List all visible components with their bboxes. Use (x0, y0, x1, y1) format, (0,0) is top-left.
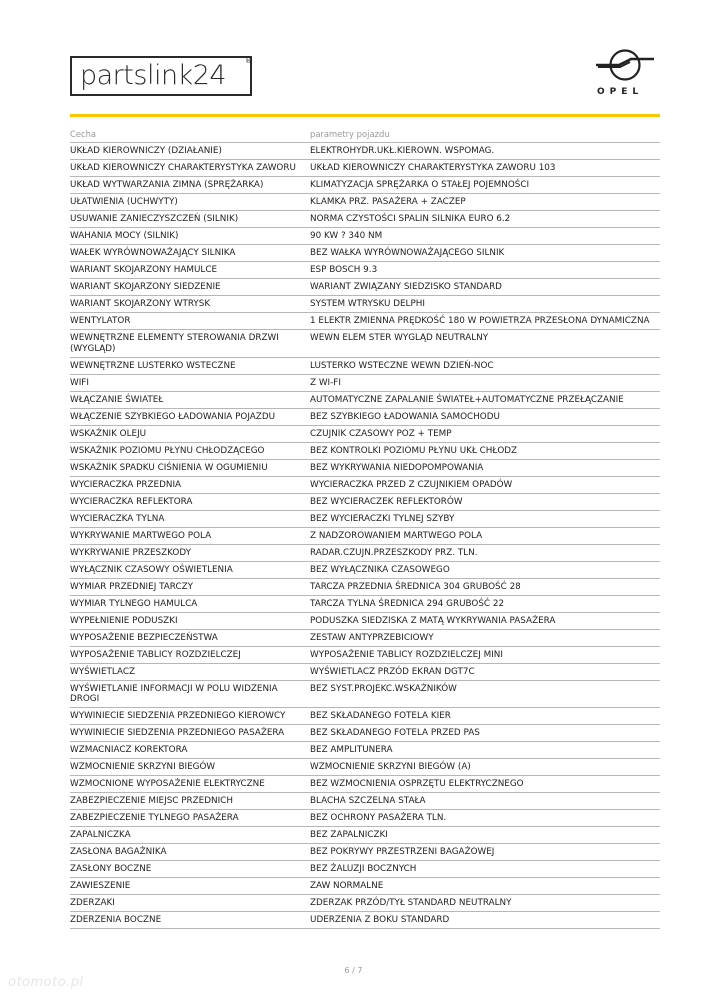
feature-cell: WYCIERACZKA PRZEDNIA (70, 479, 182, 490)
parameter-cell: ZAW NORMALNE (310, 881, 384, 892)
table-row (70, 664, 660, 681)
parameter-cell: BLACHA SZCZELNA STAŁA (310, 796, 426, 807)
parameter-cell: BEZ WYKRYWANIA NIEDOPOMPOWANIA (310, 462, 484, 473)
table-row (70, 392, 660, 409)
parameter-cell: BEZ POKRYWY PRZESTRZENI BAGAŻOWEJ (310, 847, 495, 858)
feature-cell: WYMIAR TYLNEGO HAMULCA (70, 598, 198, 609)
parameter-cell: SYSTEM WTRYSKU DELPHI (310, 299, 425, 310)
parameter-cell: BEZ WZMOCNIENIA OSPRZĘTU ELEKTRYCZNEGO (310, 779, 524, 790)
parameter-cell: UKŁAD KIEROWNICZY CHARAKTERYSTYKA ZAWORU 103 (310, 163, 556, 174)
parameter-cell: KLIMATYZACJA SPRĘŻARKA O STAŁEJ POJEMNOŚCI (310, 180, 530, 191)
parameter-cell: WEWN ELEM STER WYGLĄD NEUTRALNY (310, 333, 489, 344)
parameter-cell: WYCIERACZKA PRZED Z CZUJNIKIEM OPADÓW (310, 479, 513, 490)
feature-cell: WZMOCNIENIE SKRZYNI BIEGÓW (70, 762, 216, 773)
feature-cell: WYŚWIETLANIE INFORMACJI W POLU WIDZENIA DROGI (70, 683, 278, 705)
table-row (70, 742, 660, 759)
parameter-cell: BEZ OCHRONY PASAŻERA TLN. (310, 813, 447, 824)
table-row (70, 511, 660, 528)
feature-cell: WIFI (70, 377, 89, 388)
feature-cell: WYPOSAŻENIE BEZPIECZEŃSTWA (70, 632, 218, 643)
table-body (70, 143, 660, 929)
feature-cell: UKŁAD KIEROWNICZY CHARAKTERYSTYKA ZAWORU (70, 163, 296, 174)
table-row (70, 375, 660, 392)
table-row (70, 725, 660, 742)
table-row (70, 878, 660, 895)
table-row (70, 426, 660, 443)
table-row (70, 358, 660, 375)
parameter-cell: RADAR.CZUJN.PRZESZKODY PRZ. TLN. (310, 547, 478, 558)
table-row (70, 827, 660, 844)
parameter-cell: 1 ELEKTR ZMIENNA PRĘDKOŚĆ 180 W POWIETRZA PRZESŁONA DYNAMICZNA (310, 316, 650, 327)
parameter-cell: BEZ SKŁADANEGO FOTELA PRZED PAS (310, 728, 480, 739)
feature-cell: WYWINIECIE SIEDZENIA PRZEDNIEGO KIEROWCY (70, 711, 286, 722)
feature-cell: ZAWIESZENIE (70, 881, 131, 892)
table-row (70, 528, 660, 545)
table-row (70, 494, 660, 511)
parameter-cell: BEZ WYCIERACZKI TYLNEJ SZYBY (310, 513, 455, 524)
table-header (70, 127, 660, 143)
feature-cell: UŁATWIENIA (UCHWYTY) (70, 197, 178, 208)
table-row (70, 562, 660, 579)
parameter-cell: CZUJNIK CZASOWY POZ + TEMP (310, 428, 452, 439)
table-row (70, 759, 660, 776)
table-row (70, 861, 660, 878)
feature-cell: ZDERZAKI (70, 898, 115, 909)
parameter-cell: WYPOSAŻENIE TABLICY ROZDZIELCZEJ MINI (310, 649, 503, 660)
feature-cell: WEWNĘTRZNE LUSTERKO WSTECZNE (70, 360, 236, 371)
table-row (70, 895, 660, 912)
parameter-cell: BEZ WAŁKA WYRÓWNOWAŻAJĄCEGO SILNIK (310, 248, 505, 259)
parameter-cell: WZMOCNIENIE SKRZYNI BIEGÓW (A) (310, 762, 471, 773)
table-row (70, 708, 660, 725)
column-header-parameters: parametry pojazdu (310, 129, 390, 139)
parameter-cell: UDERZENIA Z BOKU STANDARD (310, 915, 450, 926)
parameter-cell: ZDERZAK PRZÓD/TYŁ STANDARD NEUTRALNY (310, 898, 512, 909)
table-row (70, 477, 660, 494)
feature-cell: ZASŁONA BAGAŻNIKA (70, 847, 167, 858)
feature-cell: WARIANT SKOJARZONY WTRYSK (70, 299, 211, 310)
table-row (70, 279, 660, 296)
column-header-feature: Cecha (70, 129, 97, 139)
logo-text: partslink24 (80, 60, 227, 91)
feature-cell: WŁĄCZENIE SZYBKIEGO ŁADOWANIA POJAZDU (70, 411, 276, 422)
parameter-cell: BEZ WYCIERACZEK REFLEKTORÓW (310, 496, 463, 507)
table-row (70, 596, 660, 613)
feature-cell: WSKAŹNIK POZIOMU PŁYNU CHŁODZĄCEGO (70, 445, 265, 456)
feature-cell: WSKAŹNIK OLEJU (70, 428, 147, 439)
feature-cell: ZDERZENIA BOCZNE (70, 915, 162, 926)
feature-cell: WARIANT SKOJARZONY HAMULCE (70, 265, 218, 276)
feature-cell: WEWNĘTRZNE ELEMENTY STEROWANIA DRZWI (WYGLĄD) (70, 333, 279, 354)
table-row (70, 630, 660, 647)
feature-cell: ZABEZPIECZENIE MIEJSC PRZEDNICH (70, 796, 233, 807)
parameter-cell: ZESTAW ANTYPRZEBICIOWY (310, 632, 434, 643)
feature-cell: WAŁEK WYRÓWNOWAŻAJĄCY SILNIKA (70, 248, 236, 259)
watermark: otomoto.pl (8, 975, 84, 990)
vehicle-parameters-table (70, 127, 660, 929)
parameter-cell: LUSTERKO WSTECZNE WEWN DZIEŃ-NOC (310, 360, 494, 371)
feature-cell: WYŁĄCZNIK CZASOWY OŚWIETLENIA (70, 564, 233, 575)
table-row (70, 194, 660, 211)
table-row (70, 613, 660, 630)
table-row (70, 810, 660, 827)
parameter-cell: ELEKTROHYDR.UKŁ.KIEROWN. WSPOMAG. (310, 146, 495, 157)
table-row (70, 143, 660, 160)
parameter-cell: BEZ SKŁADANEGO FOTELA KIER (310, 711, 451, 722)
table-row (70, 647, 660, 664)
parameter-cell: WYŚWIETLACZ PRZÓD EKRAN DGT7C (310, 666, 475, 677)
feature-cell: WYŚWIETLACZ (70, 666, 136, 677)
brand-name: OPEL (597, 87, 644, 97)
feature-cell: UKŁAD WYTWARZANIA ZIMNA (SPRĘŻARKA) (70, 180, 264, 191)
parameter-cell: TARCZA PRZEDNIA ŚREDNICA 304 GRUBOŚĆ 28 (310, 581, 521, 592)
feature-cell: ZASŁONY BOCZNE (70, 864, 152, 875)
feature-cell: WARIANT SKOJARZONY SIEDZENIE (70, 282, 221, 293)
table-row (70, 776, 660, 793)
feature-cell: WAHANIA MOCY (SILNIK) (70, 231, 179, 242)
page-number: 6 / 7 (344, 966, 363, 975)
table-row (70, 681, 660, 709)
feature-cell: WYKRYWANIE PRZESZKODY (70, 547, 192, 558)
feature-cell: WENTYLATOR (70, 316, 131, 327)
table-row (70, 313, 660, 330)
table-row (70, 245, 660, 262)
table-row (70, 262, 660, 279)
table-row (70, 844, 660, 861)
parameter-cell: ESP BOSCH 9.3 (310, 265, 378, 276)
feature-cell: USUWANIE ZANIECZYSZCZEŃ (SILNIK) (70, 214, 239, 225)
header-accent-rule (70, 114, 660, 117)
parameter-cell: WARIANT ZWIĄZANY SIEDZISKO STANDARD (310, 282, 502, 293)
feature-cell: WYMIAR PRZEDNIEJ TARCZY (70, 581, 194, 592)
parameter-cell: BEZ SZYBKIEGO ŁADOWANIA SAMOCHODU (310, 411, 500, 422)
parameter-cell: Z WI-FI (310, 377, 341, 388)
partslink24-logo (70, 56, 252, 96)
parameter-cell: BEZ ZAPALNICZKI (310, 830, 388, 841)
table-row (70, 160, 660, 177)
table-row (70, 579, 660, 596)
parameter-cell: BEZ ŻALUZJI BOCZNYCH (310, 864, 417, 875)
feature-cell: WYCIERACZKA REFLEKTORA (70, 496, 193, 507)
feature-cell: WYPEŁNIENIE PODUSZKI (70, 615, 178, 626)
feature-cell: WYPOSAŻENIE TABLICY ROZDZIELCZEJ (70, 649, 241, 660)
table-row (70, 330, 660, 358)
feature-cell: ZAPALNICZKA (70, 830, 131, 841)
parameter-cell: BEZ KONTROLKI POZIOMU PŁYNU UKŁ CHŁODZ (310, 445, 518, 456)
table-row (70, 177, 660, 194)
feature-cell: WŁĄCZANIE ŚWIATEŁ (70, 394, 164, 405)
feature-cell: UKŁAD KIEROWNICZY (DZIAŁANIE) (70, 146, 222, 157)
parameter-cell: BEZ AMPLITUNERA (310, 745, 393, 756)
feature-cell: ZABEZPIECZENIE TYLNEGO PASAŻERA (70, 813, 239, 824)
feature-cell: WSKAŹNIK SPADKU CIŚNIENIA W OGUMIENIU (70, 462, 268, 473)
table-row (70, 912, 660, 929)
table-row (70, 211, 660, 228)
table-row (70, 545, 660, 562)
table-row (70, 460, 660, 477)
table-row (70, 443, 660, 460)
parameter-cell: PODUSZKA SIEDZISKA Z MATĄ WYKRYWANIA PASAŻERA (310, 615, 556, 626)
feature-cell: WYWINIECIE SIEDZENIA PRZEDNIEGO PASAŻERA (70, 728, 285, 739)
registered-mark: ® (245, 57, 252, 65)
parameter-cell: BEZ WYŁĄCZNIKA CZASOWEGO (310, 564, 450, 575)
parameter-cell: Z NADZOROWANIEM MARTWEGO POLA (310, 530, 483, 541)
feature-cell: WZMACNIACZ KOREKTORA (70, 745, 188, 756)
parameter-cell: NORMA CZYSTOŚCI SPALIN SILNIKA EURO 6.2 (310, 214, 511, 225)
table-row (70, 228, 660, 245)
parameter-cell: KLAMKA PRZ. PASAŻERA + ZACZEP (310, 197, 466, 208)
feature-cell: WZMOCNIONE WYPOSAŻENIE ELEKTRYCZNE (70, 779, 265, 790)
parameter-cell: BEZ SYST.PROJEKC.WSKAŹNIKÓW (310, 683, 457, 694)
table-row (70, 409, 660, 426)
table-row (70, 296, 660, 313)
feature-cell: WYCIERACZKA TYLNA (70, 513, 165, 524)
parameter-cell: AUTOMATYCZNE ZAPALANIE ŚWIATEŁ+AUTOMATYCZNE PRZEŁĄCZANIE (310, 394, 624, 405)
table-row (70, 793, 660, 810)
feature-cell: WYKRYWANIE MARTWEGO POLA (70, 530, 212, 541)
parameter-cell: TARCZA TYLNA ŚREDNICA 294 GRUBOŚĆ 22 (310, 598, 505, 609)
parameter-cell: 90 KW ? 340 NM (310, 231, 383, 242)
